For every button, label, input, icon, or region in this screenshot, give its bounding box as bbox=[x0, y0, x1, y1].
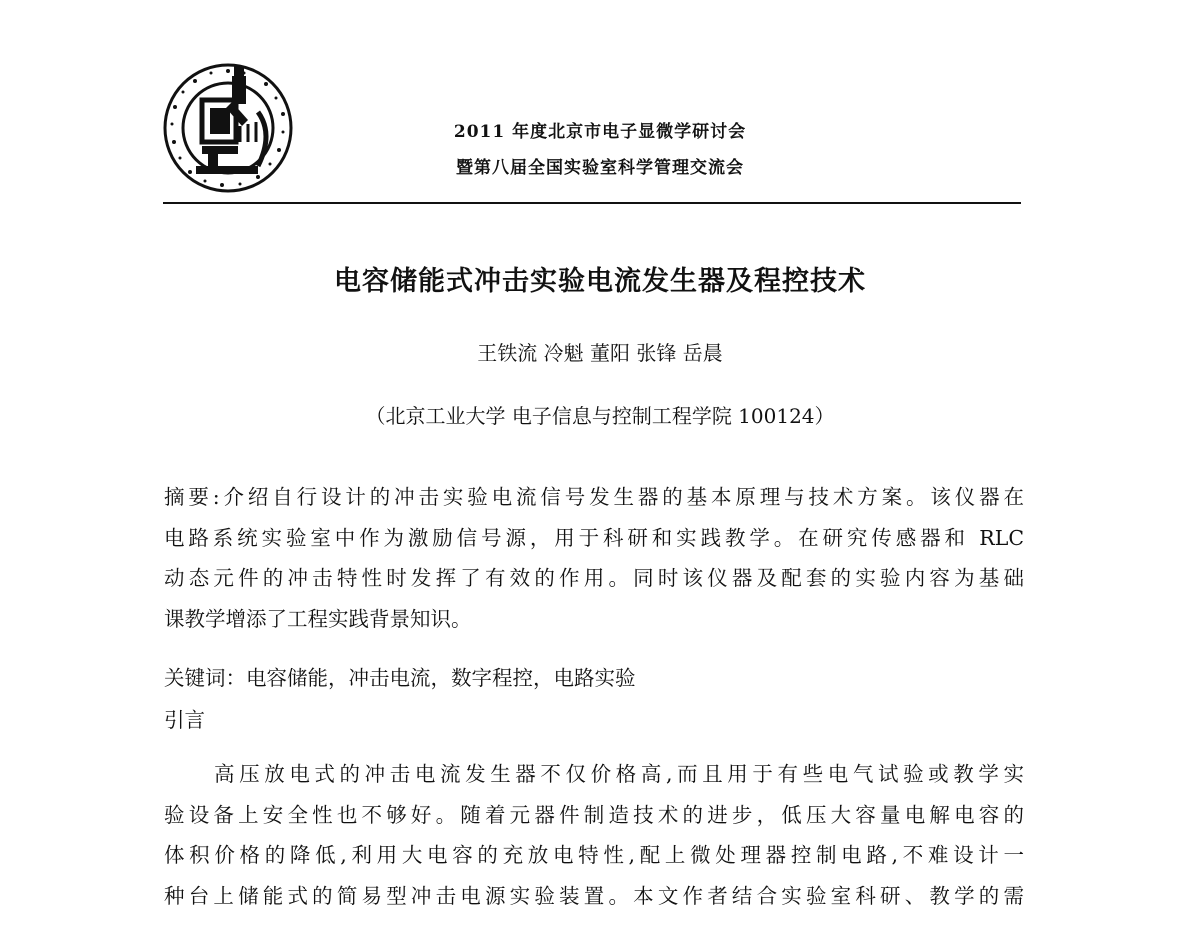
intro-line-2: 验设备上安全性也不够好。随着元器件制造技术的进步，低压大容量电解电容的 bbox=[164, 803, 1024, 827]
intro-heading: 引言 bbox=[164, 708, 205, 732]
keywords: 关键词：电容储能，冲击电流，数字程控，电路实验 bbox=[164, 666, 636, 690]
paper-title: 电容储能式冲击实验电流发生器及程控技术 bbox=[334, 266, 866, 297]
abstract-line-4: 课教学增添了工程实践背景知识。 bbox=[164, 607, 472, 631]
header-divider bbox=[163, 202, 1021, 204]
intro-line-4: 种台上储能式的简易型冲击电源实验装置。本文作者结合实验室科研、教学的需 bbox=[164, 884, 1024, 908]
author-list: 王铁流 冷魁 董阳 张锋 岳晨 bbox=[477, 341, 723, 365]
intro-line-1: 高压放电式的冲击电流发生器不仅价格高,而且用于有些电气试验或教学实 bbox=[214, 762, 1024, 786]
society-logo bbox=[162, 62, 294, 194]
conference-title-line-2: 暨第八届全国实验室科学管理交流会 bbox=[456, 158, 744, 178]
abstract-line-1: 摘要:介绍自行设计的冲击实验电流信号发生器的基本原理与技术方案。该仪器在 bbox=[164, 485, 1024, 509]
affiliation: （北京工业大学 电子信息与控制工程学院 100124） bbox=[365, 404, 835, 428]
abstract-line-2: 电路系统实验室中作为激励信号源，用于科研和实践教学。在研究传感器和 RLC bbox=[164, 526, 1024, 550]
intro-line-3: 体积价格的降低,利用大电容的充放电特性,配上微处理器控制电路,不难设计一 bbox=[164, 843, 1024, 867]
abstract-line-3: 动态元件的冲击特性时发挥了有效的作用。同时该仪器及配套的实验内容为基础 bbox=[164, 566, 1024, 590]
conference-title-line-1: 2011 年度北京市电子显微学研讨会 bbox=[453, 122, 747, 142]
